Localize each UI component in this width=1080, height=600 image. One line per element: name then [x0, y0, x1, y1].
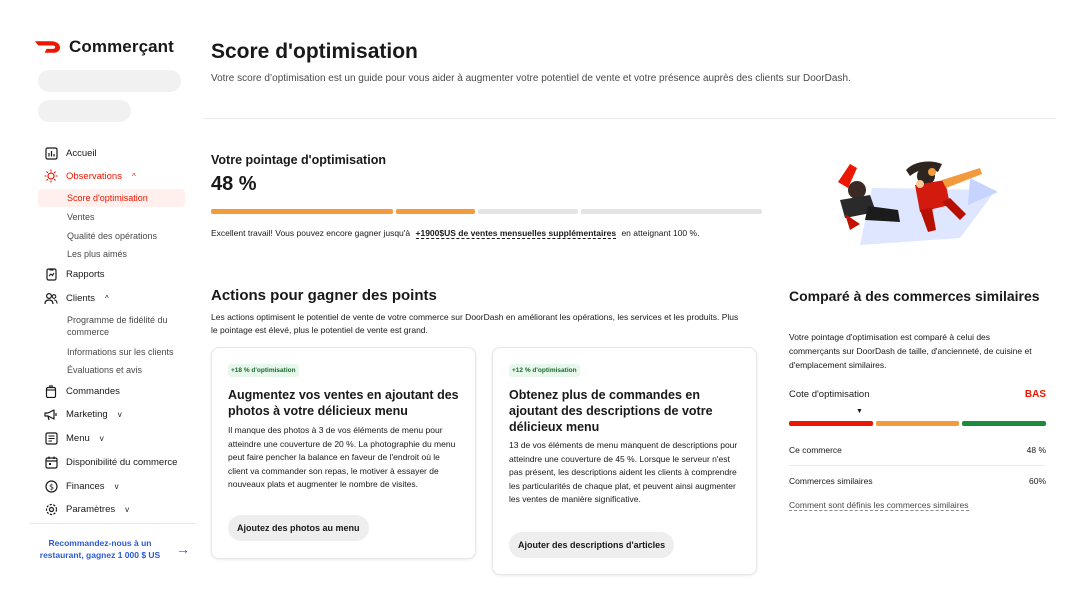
nav-finances-label: Finances	[66, 480, 105, 492]
score-note-after: en atteignant 100 %.	[621, 228, 700, 238]
rating-bar	[789, 421, 1046, 426]
score-note-before: Excellent travail! Vous pouvez encore gagner jusqu'à	[211, 228, 411, 238]
rating-segment-low	[789, 421, 873, 426]
action-card-descriptions	[492, 347, 757, 575]
doordash-logo-icon	[34, 39, 61, 55]
nav-disponibilite-label: Disponibilité du commerce	[66, 456, 178, 468]
rating-segment-high	[962, 421, 1046, 426]
nav-clients[interactable]	[44, 290, 109, 306]
nav-menu[interactable]	[44, 430, 104, 446]
nav-commandes[interactable]	[44, 383, 120, 399]
sub-item-plus-aimes[interactable]: Les plus aimés	[67, 249, 128, 259]
nav-commandes-label: Commandes	[66, 385, 120, 397]
account-placeholder[interactable]	[38, 100, 131, 122]
calendar-icon	[44, 455, 58, 469]
nav-clients-label: Clients	[66, 292, 96, 304]
sub-item-evaluations-avis[interactable]: Évaluations et avis	[67, 365, 143, 375]
comparison-row-this-store	[789, 436, 1046, 464]
rating-label: Cote d'optimisation	[789, 389, 870, 400]
nav-disponibilite[interactable]	[44, 454, 177, 470]
comparison-row-similar	[789, 467, 1046, 495]
sub-item-informations-clients[interactable]: Informations sur les clients	[67, 347, 174, 357]
chevron-down-icon: v	[99, 433, 104, 443]
action-card-body: Il manque des photos à 3 de vos éléments de menu pour atteindre une couverture de 20 %. La photographie du menu peut faire pencher la balance en faveur de l'endroit où le client va commander son repas, le motiver à essayer de nouveaux plats et augmenter le nombre de visites.	[228, 425, 456, 489]
lightbulb-icon	[44, 169, 58, 183]
nav-rapports-label: Rapports	[66, 268, 105, 280]
sub-item-programme-fidelite[interactable]: Programme de fidélité du commerce	[67, 315, 168, 337]
nav-observations[interactable]	[44, 168, 136, 184]
refer-label: Recommandez-nous à un restaurant, gagnez 1 000 $ US	[39, 538, 161, 560]
rating-value: BAS	[1024, 389, 1046, 400]
nav-accueil-label: Accueil	[66, 147, 97, 159]
sub-item-ventes[interactable]: Ventes	[67, 212, 95, 222]
megaphone-icon	[44, 407, 58, 421]
nav-menu-label: Menu	[66, 432, 90, 444]
action-card-title: Obtenez plus de commandes en ajoutant des descriptions de votre délicieux menu	[509, 388, 713, 434]
optimisation-badge: +12 % d'optimisation	[509, 364, 580, 377]
score-label: Votre pointage d'optimisation	[211, 153, 386, 167]
nav-accueil[interactable]	[44, 145, 97, 161]
add-photos-button[interactable]: Ajoutez des photos au menu	[228, 515, 369, 541]
brand[interactable]	[34, 37, 174, 57]
action-card-photos	[211, 347, 476, 559]
chevron-down-icon: v	[117, 409, 122, 419]
nav-observations-label: Observations	[66, 170, 122, 182]
chevron-down-icon: v	[114, 481, 119, 491]
svg-text:$: $	[48, 481, 54, 491]
dollar-icon	[44, 479, 58, 493]
sidebar	[0, 0, 196, 600]
nav-marketing[interactable]	[44, 406, 122, 422]
action-card-body: 13 de vos éléments de menu manquent de descriptions pour atteindre une couverture de 45 %. Lorsque le serveur n'est pas présent, les descriptions aident les clients à comprendre les particularités de chaque plat, et peuvent ainsi augmenter les ventes de manière significative.	[509, 440, 738, 504]
chevron-down-icon: v	[125, 504, 130, 514]
store-selector-placeholder[interactable]	[38, 70, 181, 92]
brand-name: Commerçant	[69, 37, 174, 56]
progress-segment-3	[478, 209, 578, 214]
celebration-illustration	[820, 150, 1000, 250]
actions-description: Les actions optimisent le potentiel de vente de votre commerce sur DoorDash en améliorant les opérations, les services et les produits. Plus le pointage est élevé, plus le potentiel de vente est grand.	[211, 312, 739, 335]
row-value: 48 %	[1026, 445, 1046, 455]
optimisation-badge: +18 % d'optimisation	[228, 364, 299, 377]
nav-parametres-label: Paramètres	[66, 503, 116, 515]
nav-parametres[interactable]	[44, 501, 129, 517]
progress-segment-4	[581, 209, 762, 214]
add-descriptions-button[interactable]: Ajouter des descriptions d'articles	[509, 532, 674, 558]
comparison-description: Votre pointage d'optimisation est comparé à celui des commerçants sur DoorDash de taille, d'ancienneté, de cuisine et d'emplacement similaires.	[789, 332, 1032, 370]
score-note-link[interactable]: +1900$US de ventes mensuelles supplémentaires	[415, 228, 617, 238]
progress-segment-2	[396, 209, 475, 214]
gear-icon	[44, 502, 58, 516]
sub-item-qualite-operations[interactable]: Qualité des opérations	[67, 231, 158, 241]
refer-restaurant-link[interactable]	[30, 530, 196, 568]
comparison-title: Comparé à des commerces similaires	[789, 288, 1040, 304]
nav-rapports[interactable]	[44, 266, 105, 282]
similar-stores-definition-link[interactable]: Comment sont définis les commerces similaires	[789, 500, 969, 510]
sub-item-score-optimisation[interactable]: Score d'optimisation	[67, 193, 148, 203]
chevron-up-icon: ^	[105, 293, 109, 303]
row-divider	[789, 465, 1046, 466]
rating-marker-icon: ▼	[856, 408, 863, 415]
score-progress-bar	[211, 209, 762, 214]
actions-title: Actions pour gagner des points	[211, 287, 437, 304]
sidebar-divider	[30, 523, 196, 524]
row-label: Commerces similaires	[789, 476, 873, 486]
arrow-right-icon: →	[176, 541, 190, 557]
progress-segment-1	[211, 209, 393, 214]
report-icon	[44, 267, 58, 281]
page-subtitle: Votre score d’optimisation est un guide pour vous aider à augmenter votre potentiel de vente et votre présence auprès des clients sur DoorDash.	[211, 73, 851, 84]
chevron-up-icon: ^	[131, 171, 136, 181]
score-value: 48 %	[211, 173, 257, 195]
row-value: 60%	[1028, 476, 1046, 486]
rating-segment-mid	[876, 421, 960, 426]
row-label: Ce commerce	[789, 445, 842, 455]
users-icon	[44, 291, 58, 305]
menu-book-icon	[44, 431, 58, 445]
nav-finances[interactable]	[44, 478, 119, 494]
page-title: Score d'optimisation	[211, 40, 418, 63]
header-divider	[202, 118, 1056, 119]
chart-icon	[44, 146, 58, 160]
nav-marketing-label: Marketing	[66, 408, 108, 420]
score-note	[211, 228, 699, 238]
action-card-title: Augmentez vos ventes en ajoutant des photos à votre délicieux menu	[228, 388, 459, 418]
bag-icon	[44, 384, 58, 398]
